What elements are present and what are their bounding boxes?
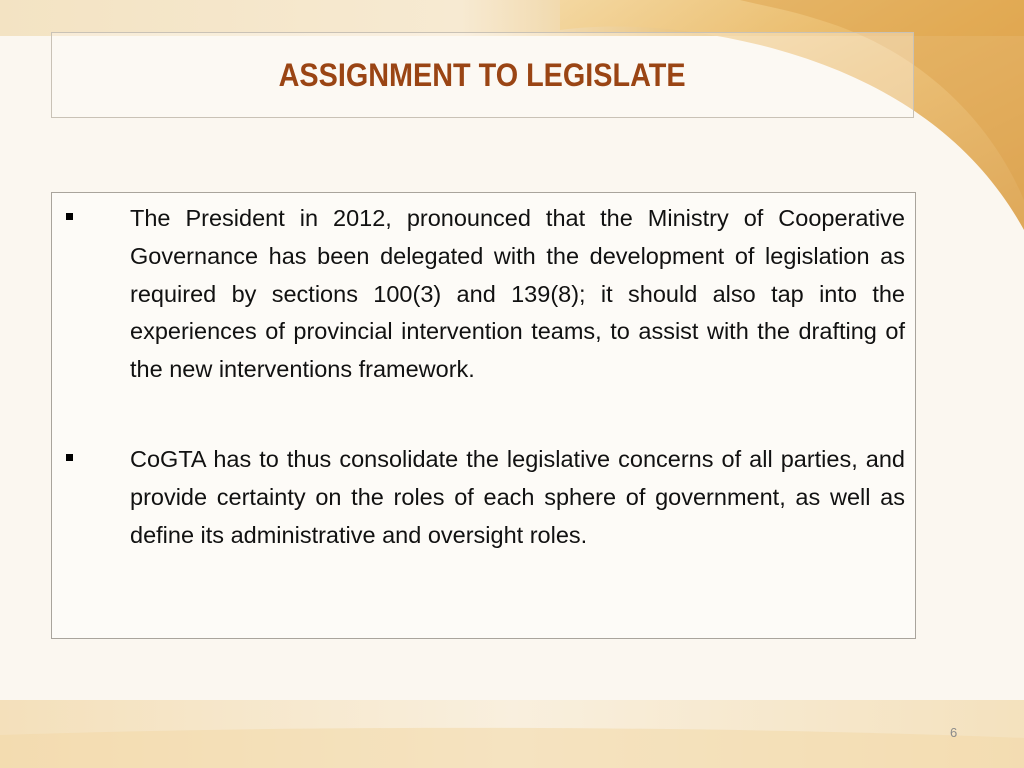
content-box [51, 192, 916, 639]
square-bullet-icon [66, 454, 73, 461]
title-box [51, 32, 914, 118]
square-bullet-icon [66, 213, 73, 220]
bullet-text: CoGTA has to thus consolidate the legislative concerns of all parties, and provide certainty on the roles of each sphere of government, as well as define its administrative and oversight roles. [130, 446, 905, 548]
page-number: 6 [950, 725, 958, 740]
bullet-text: The President in 2012, pronounced that the Ministry of Cooperative Governance has been delegated with the development of legislation as required by sections 100(3) and 139(8); it should also tap into the experiences of provincial intervention teams, to assist with the drafting of the new interventions framework. [130, 205, 905, 383]
slide-title: ASSIGNMENT TO LEGISLATE [279, 56, 686, 93]
